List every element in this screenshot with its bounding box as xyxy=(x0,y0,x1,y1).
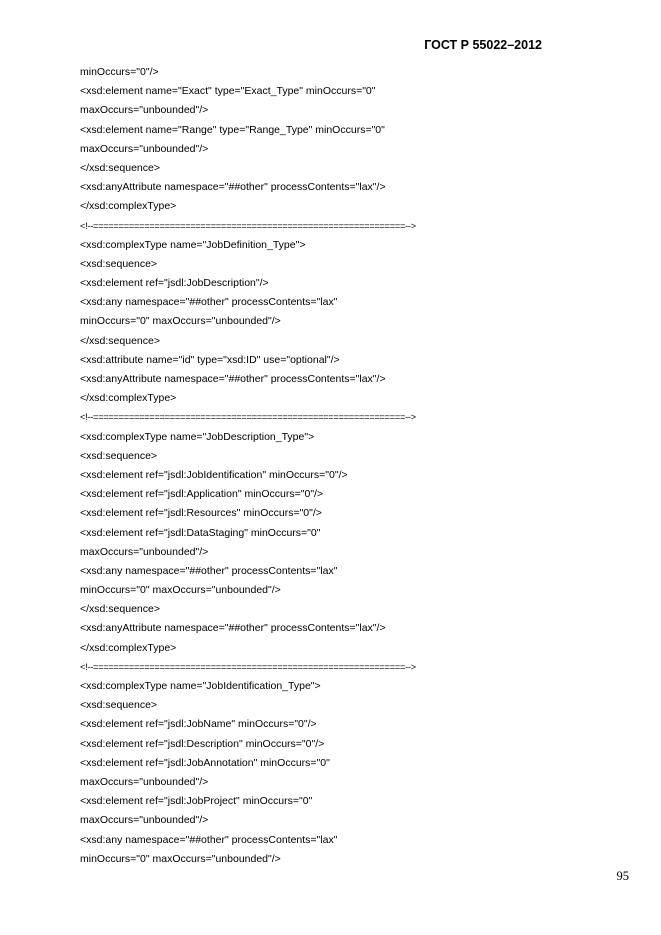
code-line: <xsd:sequence> xyxy=(80,257,158,270)
code-line: </xsd:sequence> xyxy=(80,334,160,347)
code-line: </xsd:sequence> xyxy=(80,161,160,174)
code-line: </xsd:complexType> xyxy=(80,392,177,405)
code-line: <xsd:complexType name="JobDefinition_Type"> xyxy=(80,238,306,251)
separator-comment-line: <!--=============================================================--> xyxy=(80,220,416,231)
code-line: </xsd:sequence> xyxy=(80,603,160,616)
code-line: maxOccurs="unbounded"/> xyxy=(80,775,209,788)
code-line: minOccurs="0"/> xyxy=(80,66,159,78)
code-line: maxOccurs="unbounded"/> xyxy=(80,142,209,155)
separator-comment-line: <!--=============================================================--> xyxy=(80,661,416,672)
xml-schema-listing xyxy=(80,63,416,869)
code-line: <xsd:anyAttribute namespace="##other" processContents="lax"/> xyxy=(80,622,386,635)
code-line: <xsd:element ref="jsdl:DataStaging" minOccurs="0" xyxy=(80,526,321,539)
code-line: <xsd:element ref="jsdl:JobProject" minOccurs="0" xyxy=(80,795,313,808)
code-line: <xsd:attribute name="id" type="xsd:ID" use="optional"/> xyxy=(80,353,340,366)
page-number: 95 xyxy=(616,869,629,883)
code-line: <xsd:element name="Exact" type="Exact_Type" minOccurs="0" xyxy=(80,85,376,98)
code-line: <xsd:element ref="jsdl:JobDescription"/> xyxy=(80,277,269,290)
code-line: <xsd:element ref="jsdl:JobIdentification" minOccurs="0"/> xyxy=(80,468,348,481)
code-line: minOccurs="0" maxOccurs="unbounded"/> xyxy=(80,315,281,328)
code-line: <xsd:any namespace="##other" processContents="lax" xyxy=(80,833,338,846)
code-line: maxOccurs="unbounded"/> xyxy=(80,545,209,558)
code-line: minOccurs="0" maxOccurs="unbounded"/> xyxy=(80,584,281,597)
code-line: <xsd:element ref="jsdl:Description" minOccurs="0"/> xyxy=(80,737,325,750)
code-line: maxOccurs="unbounded"/> xyxy=(80,104,209,117)
code-line: minOccurs="0" maxOccurs="unbounded"/> xyxy=(80,852,281,865)
code-line: <xsd:element ref="jsdl:JobAnnotation" minOccurs="0" xyxy=(80,756,330,769)
code-line: <xsd:complexType name="JobIdentification_Type"> xyxy=(80,680,321,692)
code-line: </xsd:complexType> xyxy=(80,641,177,654)
code-line: <xsd:any namespace="##other" processContents="lax" xyxy=(80,296,338,309)
code-line: <xsd:anyAttribute namespace="##other" processContents="lax"/> xyxy=(80,373,386,385)
code-line: <xsd:element name="Range" type="Range_Type" minOccurs="0" xyxy=(80,123,385,136)
separator-comment-line: <!--=============================================================--> xyxy=(80,412,416,423)
code-line: <xsd:complexType name="JobDescription_Type"> xyxy=(80,430,315,443)
code-line: <xsd:element ref="jsdl:Resources" minOccurs="0"/> xyxy=(80,507,322,520)
code-line: <xsd:sequence> xyxy=(80,699,158,712)
code-line: <xsd:element ref="jsdl:JobName" minOccurs="0"/> xyxy=(80,718,317,731)
document-header: ГОСТ Р 55022–2012 xyxy=(424,38,542,52)
code-line: <xsd:any namespace="##other" processContents="lax" xyxy=(80,564,338,577)
code-line: <xsd:sequence> xyxy=(80,449,158,462)
code-line: <xsd:anyAttribute namespace="##other" processContents="lax"/> xyxy=(80,181,386,194)
code-line: </xsd:complexType> xyxy=(80,200,177,213)
code-line: <xsd:element ref="jsdl:Application" minOccurs="0"/> xyxy=(80,488,324,501)
code-line: maxOccurs="unbounded"/> xyxy=(80,814,209,827)
